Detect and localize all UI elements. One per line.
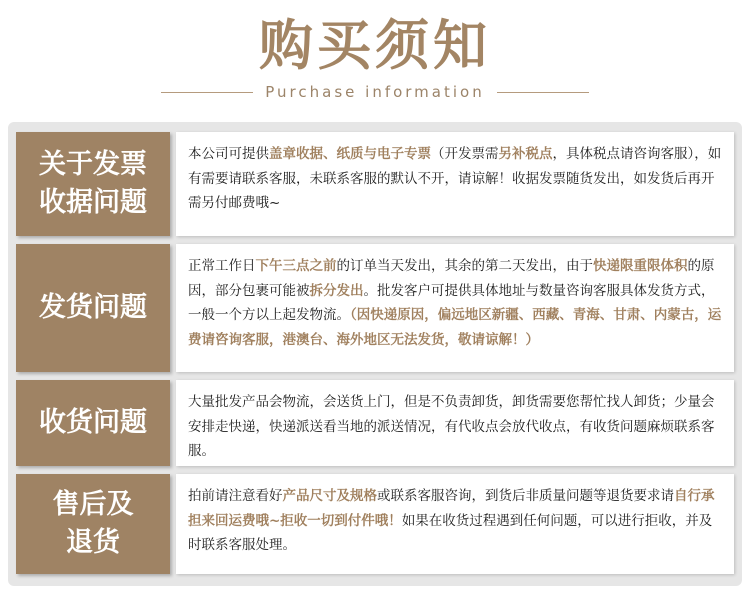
section-after-sales-label [16, 474, 170, 574]
section-invoice-text [176, 132, 734, 236]
highlight-text: 下午三点之前 [255, 258, 337, 274]
header [0, 0, 750, 120]
text-run: 拍前请注意看好 [188, 488, 283, 504]
section-receiving-text [176, 380, 734, 466]
page-title: 购买须知 [259, 14, 491, 77]
text-run: 。批发客户可提供具体地址与数量咨询客服具体发货方式，一般一个方以上起发物流。 [188, 282, 715, 323]
section-invoice-label-line: 收据问题 [39, 187, 147, 218]
highlight-text: 盖章收据、纸质与电子专票 [269, 146, 431, 162]
section-invoice-label-line: 关于发票 [39, 149, 147, 180]
section-shipping [16, 244, 734, 372]
text-run: ，具体税点请咨询客服），如有需要请联系客服，未联系客服的默认不开，请谅解！收据发票随货发出，如发货后再开需另付邮费哦~ [188, 146, 722, 211]
text-run: 正常工作日 [188, 258, 256, 274]
section-invoice-label [16, 132, 170, 236]
page-subtitle: Purchase information [265, 83, 485, 101]
section-receiving-label [16, 380, 170, 466]
text-run: 或联系客服咨询，到货后非质量问题等退货要求请 [377, 488, 674, 504]
text-run: 本公司可提供 [188, 146, 269, 162]
highlight-text: 快递限重限体积 [593, 258, 688, 274]
section-shipping-label-line: 发货问题 [39, 292, 147, 323]
text-run: 的订单当天发出，其余的第二天发出，由于 [336, 258, 593, 274]
section-after-sales [16, 474, 734, 574]
highlight-text: 拆分发出 [309, 282, 364, 299]
text-run: 如果在收货过程遇到任何问题，可以进行拒收，并及时联系客服处理。 [188, 512, 713, 553]
highlight-text: 自行承担来回运费哦~拒收一切到付件哦！ [188, 488, 715, 529]
text-run: 的原因，部分包裹可能被 [188, 258, 715, 299]
divider-right [497, 92, 589, 93]
section-after-sales-text [176, 474, 734, 574]
section-invoice [16, 132, 734, 236]
section-after-sales-label-line: 售后及 [52, 489, 134, 520]
highlight-text: （因快递原因，偏远地区新疆、西藏、青海、甘肃、内蒙古，运费请咨询客服，港澳台、海外地区无法发货，敬请谅解！） [188, 307, 722, 348]
highlight-text: 产品尺寸及规格 [282, 488, 377, 504]
text-run: （开发票需 [431, 146, 499, 162]
text-run: 大量批发产品会物流，会送货上门，但是不负责卸货，卸货需要您帮忙找人卸货；少量会安排走快递，快递派送看当地的派送情况，有代收点会放代收点，有收货问题麻烦联系客服。 [188, 394, 715, 459]
section-receiving-label-line: 收货问题 [39, 407, 147, 438]
info-panel [8, 122, 742, 586]
section-shipping-text [176, 244, 734, 372]
highlight-text: 另补税点 [498, 146, 553, 162]
subtitle-row [0, 82, 750, 102]
divider-left [161, 92, 253, 93]
section-after-sales-label-line: 退货 [66, 527, 120, 558]
section-shipping-label [16, 244, 170, 372]
section-receiving [16, 380, 734, 466]
